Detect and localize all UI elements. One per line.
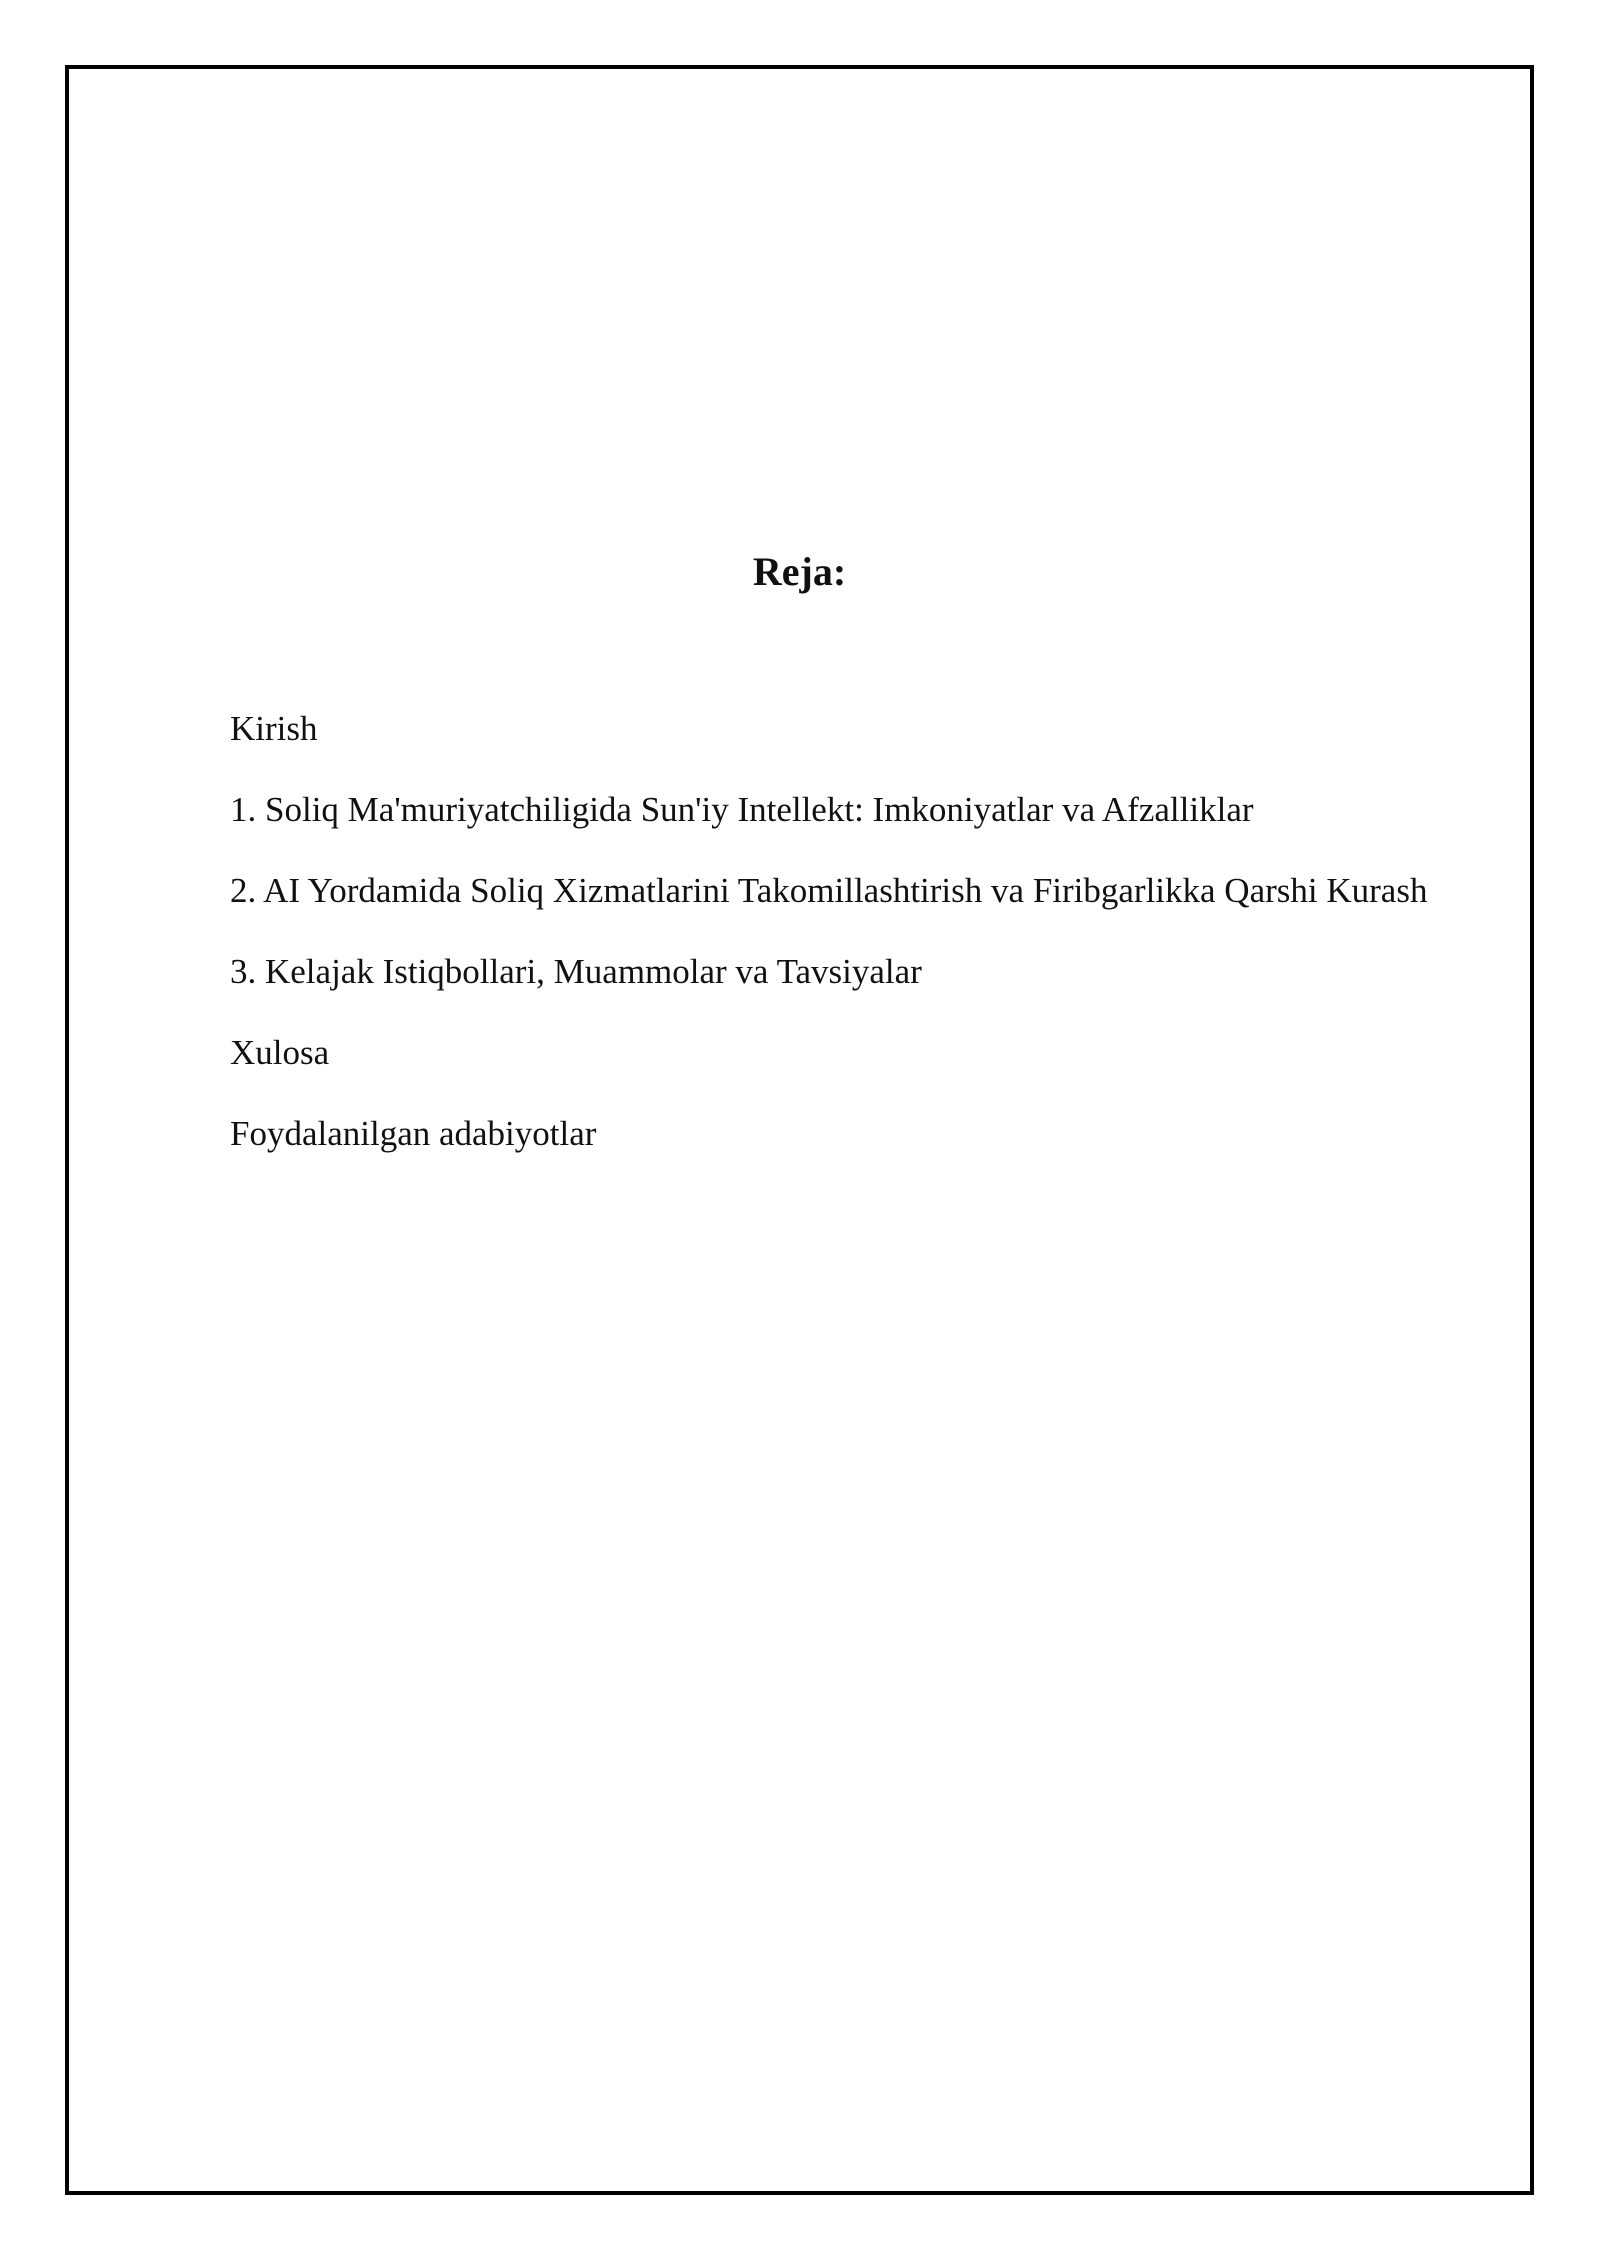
plan-list [230,696,1460,1182]
plan-item-section-2: 2. AI Yordamida Soliq Xizmatlarini Takomillashtirish va Firibgarlikka Qarshi Kurash [230,871,1428,910]
plan-item-section-3: 3. Kelajak Istiqbollari, Muammolar va Tavsiyalar [230,952,922,991]
plan-item-conclusion: Xulosa [230,1033,330,1072]
plan-item-introduction: Kirish [230,709,318,748]
plan-item-section-1: 1. Soliq Ma'muriyatchiligida Sun'iy Intellekt: Imkoniyatlar va Afzalliklar [230,790,1254,829]
page-title: Reja: [752,549,847,594]
plan-item-references: Foydalanilgan adabiyotlar [230,1114,597,1153]
